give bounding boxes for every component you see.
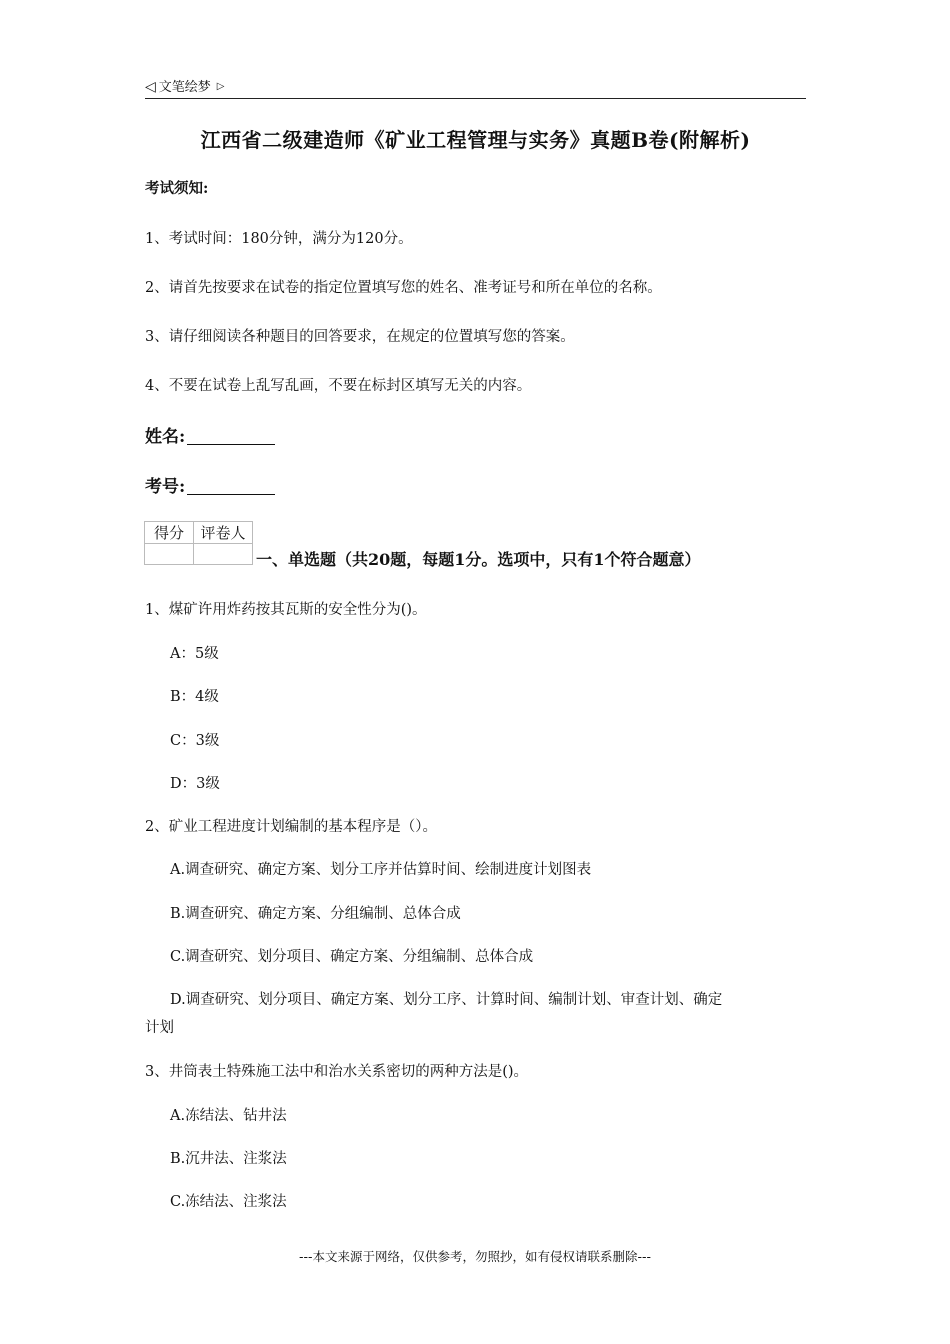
score-header: 得分 <box>145 522 194 544</box>
question-option-continued: 计划 <box>145 1020 174 1036</box>
page-footer: ---本文来源于网络，仅供参考，勿照抄，如有侵权请联系删除--- <box>298 1249 652 1264</box>
question-stem: 2、矿业工程进度计划编制的基本程序是（）。 <box>145 819 437 835</box>
question-option: A：5级 <box>170 646 219 662</box>
id-blank <box>187 476 275 495</box>
notice-item: 4、不要在试卷上乱写乱画，不要在标封区填写无关的内容。 <box>145 378 532 394</box>
header-brand <box>145 76 225 95</box>
left-triangle-icon: ◁ <box>145 79 156 95</box>
document-title: 江西省二级建造师《矿业工程管理与实务》真题B卷(附解析) <box>200 128 751 152</box>
notice-heading: 考试须知: <box>145 180 209 197</box>
question-option: A.调查研究、确定方案、划分工序并估算时间、绘制进度计划图表 <box>170 862 592 878</box>
question-option: D：3级 <box>170 776 220 792</box>
question-stem: 1、煤矿许用炸药按其瓦斯的安全性分为()。 <box>145 602 427 618</box>
grader-cell <box>194 544 253 565</box>
name-blank <box>187 426 275 445</box>
section-title: 一、单选题（共20题，每题1分。选项中，只有1个符合题意） <box>256 550 701 569</box>
question-option: B.调查研究、确定方案、分组编制、总体合成 <box>170 906 461 922</box>
score-cell <box>145 544 194 565</box>
id-label: 考号: <box>145 477 186 497</box>
question-option: C：3级 <box>170 733 220 749</box>
notice-item: 3、请仔细阅读各种题目的回答要求，在规定的位置填写您的答案。 <box>145 329 575 345</box>
name-field <box>145 422 275 447</box>
question-option: B：4级 <box>170 689 219 705</box>
grader-header: 评卷人 <box>194 522 253 544</box>
id-field <box>145 472 275 497</box>
question-option: C.冻结法、注浆法 <box>170 1194 287 1210</box>
question-option: A.冻结法、钻井法 <box>170 1108 287 1124</box>
question-stem: 3、井筒表土特殊施工法中和治水关系密切的两种方法是()。 <box>145 1064 529 1080</box>
page-header <box>145 74 806 99</box>
notice-item: 1、考试时间：180分钟，满分为120分。 <box>145 231 413 247</box>
question-option: C.调查研究、划分项目、确定方案、分组编制、总体合成 <box>170 949 534 965</box>
question-option: D.调查研究、划分项目、确定方案、划分工序、计算时间、编制计划、审查计划、确定 <box>170 992 723 1008</box>
right-triangle-icon: ▷ <box>216 81 225 92</box>
score-table <box>144 521 253 565</box>
brand-text: 文笔绘梦 <box>158 80 211 95</box>
name-label: 姓名: <box>145 427 186 447</box>
notice-item: 2、请首先按要求在试卷的指定位置填写您的姓名、准考证号和所在单位的名称。 <box>145 280 662 296</box>
question-option: B.沉井法、注浆法 <box>170 1151 287 1167</box>
